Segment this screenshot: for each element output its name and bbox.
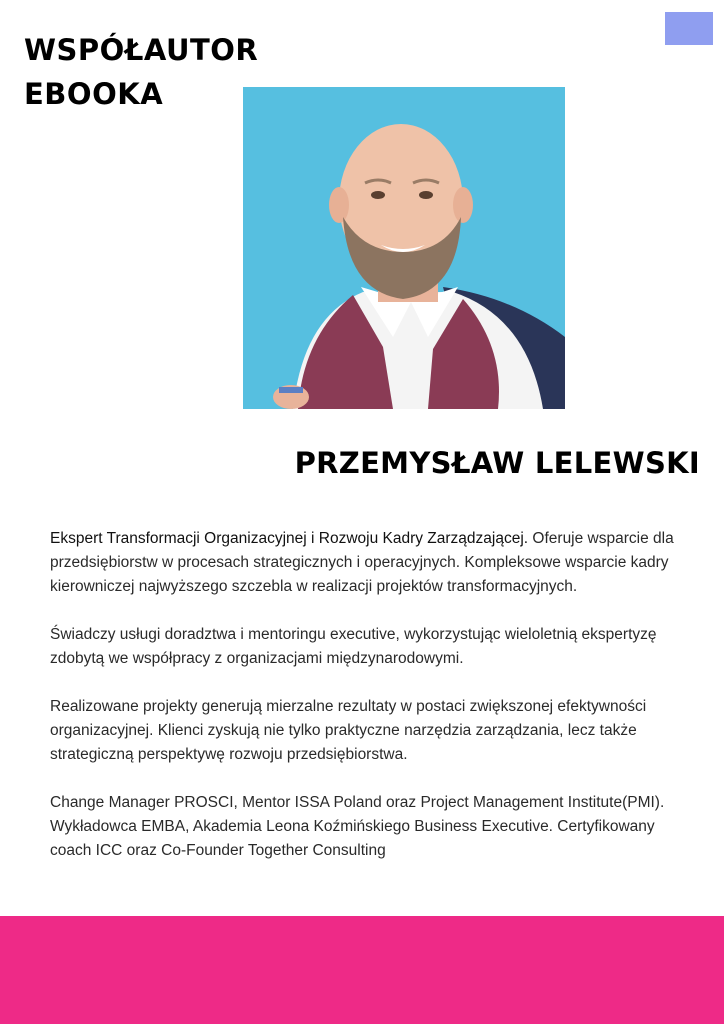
heading-line-1: WSPÓŁAUTOR [24,33,259,67]
bio-paragraph-1-body: Oferuje wsparcie dla przedsiębiorstw w procesach strategicznych i operacyjnych. Kompleksowe wsparcie kadry kierowniczej najwyższego szczebla w realizacji projektów transformacyjnych. [50,530,674,595]
bio-paragraph-4: Change Manager PROSCI, Mentor ISSA Poland oraz Project Management Institute(PMI). Wykładowca EMBA, Akademia Leona Koźmińskiego Business Executive. Certyfikowany coach ICC oraz Co-Founder Together Consulting [50,794,665,859]
bio-section [50,527,690,887]
footer-color-bar [0,916,724,1024]
portrait-illustration [243,87,565,409]
decorative-corner-square [665,12,713,45]
person-name: PRZEMYSŁAW LELEWSKI [294,446,700,480]
bio-paragraph-3: Realizowane projekty generują mierzalne rezultaty w postaci zwiększonej efektywności organizacyjnej. Klienci zyskują nie tylko praktyczne narzędzia zarządzania, lecz także strategiczną perspektywę rozwoju przedsiębiorstwa. [50,698,647,763]
bio-paragraph-1 [50,527,690,599]
portrait-photo [243,87,565,409]
bio-lead-sentence: Ekspert Transformacji Organizacyjnej i Rozwoju Kadry Zarządzającej. [50,530,529,547]
heading-line-2: EBOOKA [24,77,164,111]
page-heading [24,28,258,116]
bio-paragraph-2: Świadczy usługi doradztwa i mentoringu executive, wykorzystując wieloletnią ekspertyzę zdobytą we współpracy z organizacjami międzynarodowymi. [50,626,657,667]
